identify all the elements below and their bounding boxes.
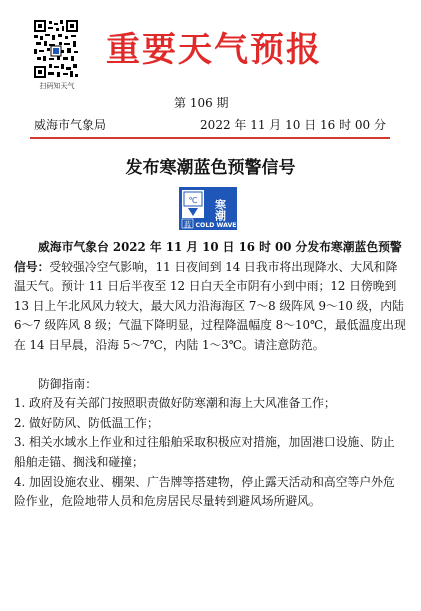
document-title: 发布寒潮蓝色预警信号 bbox=[125, 158, 296, 178]
header-divider bbox=[30, 137, 390, 139]
measure-item: 2. 做好防风、防低温工作； bbox=[14, 415, 159, 430]
bulletin-headline: 重要天气预报 bbox=[106, 30, 322, 70]
signal-label-en: COLD WAVE bbox=[195, 222, 237, 229]
thermo-glyph: ℃ bbox=[188, 196, 198, 205]
issue-number: 第 106 期 bbox=[174, 96, 229, 110]
bulletin-lead-strong: 威海市气象台 2022 年 11 月 10 日 16 时 00 分发布寒潮蓝色预警信号： bbox=[14, 240, 402, 274]
measure-item: 1. 政府及有关部门按照职责做好防寒潮和海上大风准备工作； bbox=[14, 396, 336, 411]
measure-item: 3. 相关水域水上作业和过往船舶采取积极应对措施，加固港口设施、防止船舶走锚、搁浅和碰撞； bbox=[14, 435, 395, 469]
measures-title: 防御指南： bbox=[38, 376, 97, 391]
bulletin-body bbox=[14, 238, 406, 512]
bulletin-lead-text: 受较强冷空气影响，11 日夜间到 14 日我市将出现降水、大风和降温天气。预计 11 日后半夜至 12 日白天全市阴有小到中雨；12 日傍晚到 13 日上午北风风力较大，最大风力沿海海区 7～8 级阵风 9～10 级，内陆 6～7 级阵风 8 级；气温下降明显，过程降温幅度 8～10℃，最低温度出现在 14 日早晨，沿海 5～7℃，内陆 1～3℃。请注意防范。 bbox=[14, 259, 406, 352]
issuing-agency: 威海市气象局 bbox=[34, 118, 107, 132]
qr-caption: 扫码知天气 bbox=[39, 82, 75, 90]
cold-wave-signal-icon bbox=[179, 187, 237, 230]
bulletin-lead bbox=[14, 238, 406, 356]
signal-level-cn: 蓝 bbox=[183, 220, 192, 229]
qr-code bbox=[34, 20, 78, 78]
measure-item: 4. 加固设施农业、棚架、广告牌等搭建物，停止露天活动和高空等户外危险作业，危险地带人员和危房居民尽量转到避风场所避风。 bbox=[14, 474, 395, 509]
signal-label-cn: 寒潮 bbox=[213, 199, 227, 221]
dateline bbox=[34, 116, 386, 134]
issue-datetime: 2022 年 11 月 10 日 16 时 00 分 bbox=[200, 118, 386, 132]
